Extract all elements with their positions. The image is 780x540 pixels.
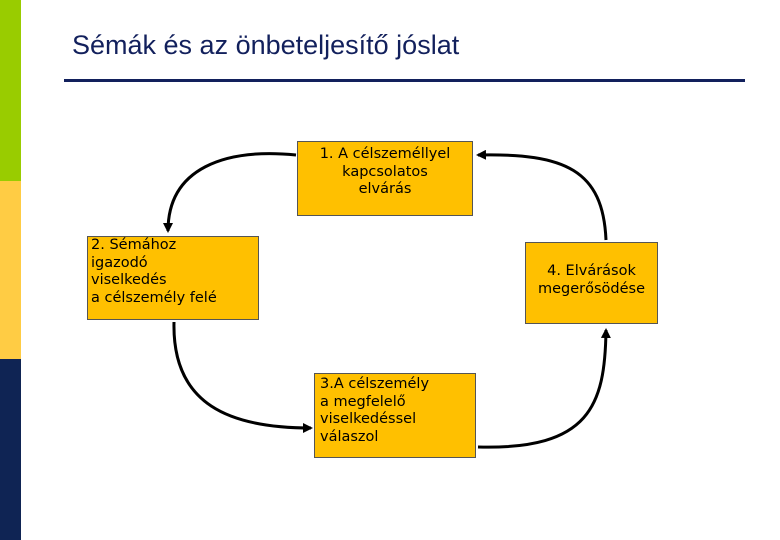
arrow-1-to-2 [168, 154, 296, 231]
step-3-line: viselkedéssel [320, 411, 417, 427]
step-3-line: 3.A célszemély [320, 376, 430, 392]
slide-title: Sémák és az önbeteljesítő jóslat [72, 30, 460, 60]
step-2-line: 2. Sémához [91, 237, 177, 253]
step-2-line: igazodó [91, 254, 148, 271]
step-2-line: a célszemély felé [91, 289, 217, 306]
step-1-line: 1. A célszeméllyel [319, 146, 451, 162]
step-3-box [314, 373, 476, 458]
step-4-line: megerősödése [537, 280, 646, 297]
step-2-line: viselkedés [91, 272, 167, 288]
step-3-line: a megfelelő [320, 393, 406, 410]
step-1-line: kapcsolatos [342, 163, 428, 180]
arrow-4-to-1 [478, 155, 606, 240]
step-2-box [87, 236, 259, 320]
arrow-2-to-3 [174, 322, 311, 428]
arrow-3-to-4 [478, 330, 606, 447]
step-1-line: elvárás [358, 181, 412, 197]
step-4-box [525, 242, 658, 324]
step-4-line: 4. Elvárások [547, 263, 636, 279]
step-1-box [297, 141, 473, 216]
step-3-line: válaszol [320, 428, 379, 445]
